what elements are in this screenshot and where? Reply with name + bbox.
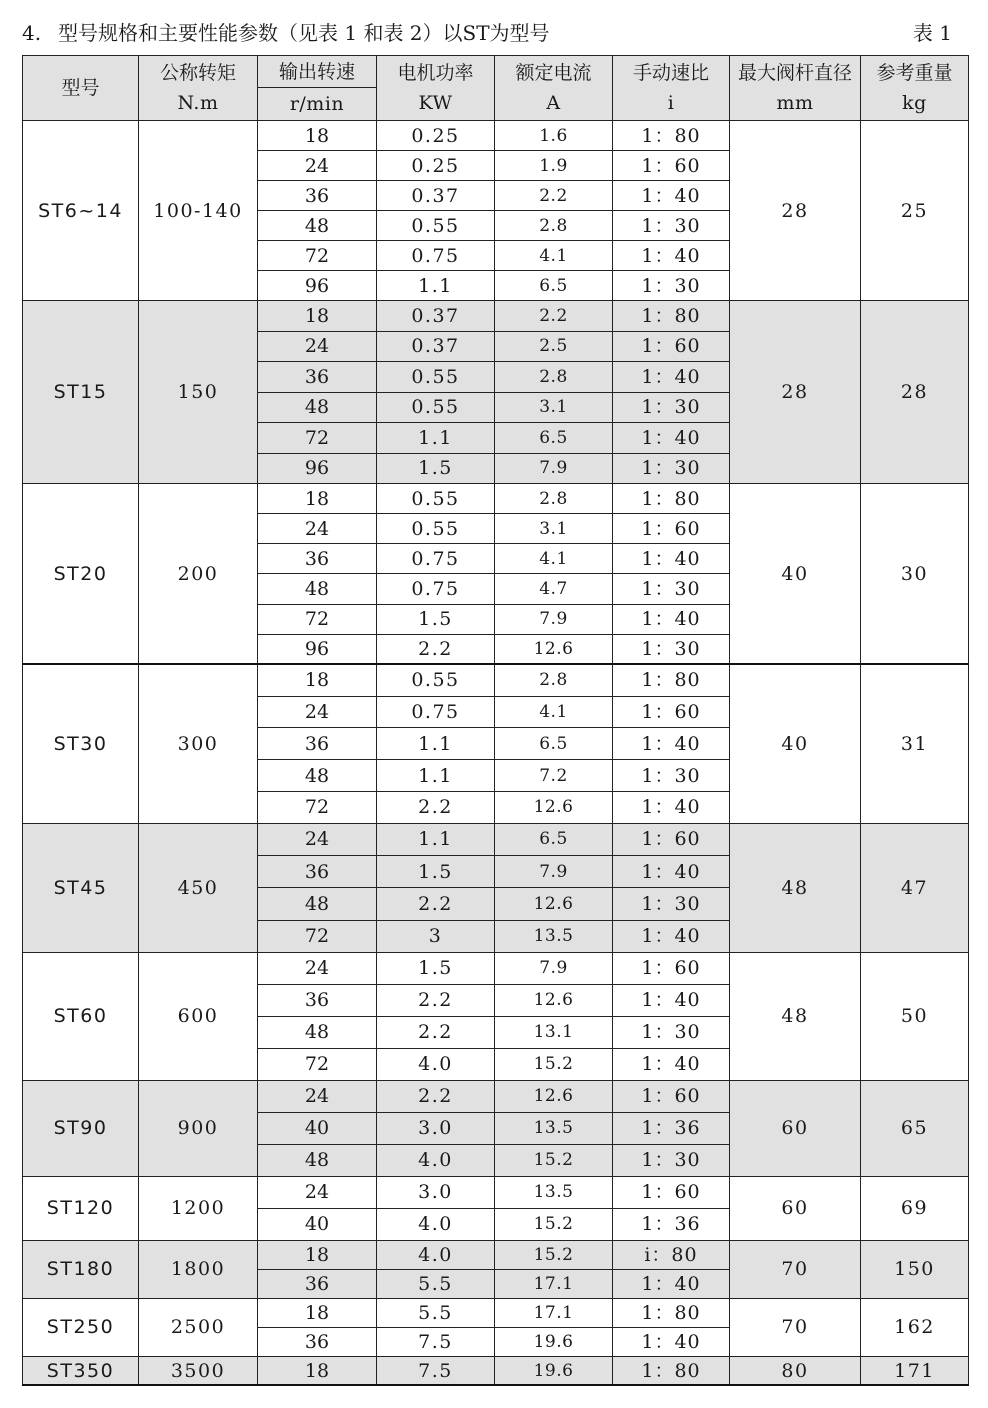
speed-cell: 18 <box>258 1356 377 1385</box>
column-header-label: 输出转速 <box>278 60 355 83</box>
weight-cell: 150 <box>861 1240 969 1298</box>
column-header-label: 额定电流 <box>515 62 592 84</box>
stem-diameter-cell: 60 <box>730 1080 861 1176</box>
ratio-cell: 1：40 <box>613 1269 730 1298</box>
current-cell: 2.2 <box>495 301 613 332</box>
stem-diameter-cell: 70 <box>730 1298 861 1356</box>
table-row <box>23 121 969 151</box>
speed-cell: 72 <box>258 920 377 952</box>
speed-cell: 40 <box>258 1112 377 1144</box>
ratio-cell: 1：30 <box>613 211 730 241</box>
ratio-cell: 1：60 <box>613 696 730 728</box>
speed-cell: 24 <box>258 952 377 984</box>
current-cell: 4.1 <box>495 241 613 271</box>
power-cell: 0.37 <box>377 181 495 211</box>
current-cell: 2.2 <box>495 181 613 211</box>
ratio-cell: 1：40 <box>613 362 730 393</box>
column-header-unit: KW <box>418 92 453 114</box>
current-cell: 7.9 <box>495 856 613 888</box>
power-cell: 1.1 <box>377 423 495 454</box>
ratio-cell: 1：80 <box>613 1298 730 1327</box>
power-cell: 1.1 <box>377 271 495 301</box>
stem-diameter-cell: 28 <box>730 301 861 484</box>
table-row <box>23 1240 969 1269</box>
ratio-cell: 1：30 <box>613 888 730 920</box>
speed-cell: 72 <box>258 423 377 454</box>
speed-cell: 48 <box>258 392 377 423</box>
column-header-weight <box>861 56 969 121</box>
column-header-unit: N.m <box>177 92 219 114</box>
power-cell: 0.25 <box>377 151 495 181</box>
current-cell: 13.5 <box>495 920 613 952</box>
stem-diameter-cell: 28 <box>730 121 861 301</box>
column-header-torque <box>139 56 258 121</box>
current-cell: 4.1 <box>495 696 613 728</box>
column-header-unit: kg <box>902 92 927 114</box>
torque-cell: 450 <box>139 823 258 952</box>
table-row <box>23 664 969 696</box>
current-cell: 13.5 <box>495 1112 613 1144</box>
speed-cell: 96 <box>258 453 377 484</box>
power-cell: 0.55 <box>377 664 495 696</box>
speed-cell: 48 <box>258 1016 377 1048</box>
model-cell: ST30 <box>23 664 139 823</box>
current-cell: 7.2 <box>495 760 613 792</box>
speed-cell: 48 <box>258 211 377 241</box>
current-cell: 17.1 <box>495 1298 613 1327</box>
power-cell: 1.5 <box>377 604 495 634</box>
ratio-cell: 1：36 <box>613 1208 730 1240</box>
ratio-cell: 1：40 <box>613 604 730 634</box>
model-cell: ST15 <box>23 301 139 484</box>
table-header <box>23 56 969 121</box>
speed-cell: 36 <box>258 856 377 888</box>
stem-diameter-cell: 48 <box>730 952 861 1080</box>
weight-cell: 162 <box>861 1298 969 1356</box>
torque-cell: 100-140 <box>139 121 258 301</box>
table-row <box>23 484 969 514</box>
power-cell: 1.1 <box>377 728 495 760</box>
column-header-label: 公称转矩 <box>159 62 236 84</box>
model-cell: ST45 <box>23 823 139 952</box>
ratio-cell: 1：80 <box>613 121 730 151</box>
current-cell: 12.6 <box>495 634 613 664</box>
ratio-cell: 1：40 <box>613 423 730 454</box>
table-row <box>23 1356 969 1385</box>
power-cell: 3 <box>377 920 495 952</box>
ratio-cell: 1：60 <box>613 952 730 984</box>
torque-cell: 150 <box>139 301 258 484</box>
model-cell: ST6~14 <box>23 121 139 301</box>
speed-cell: 72 <box>258 604 377 634</box>
speed-cell: 48 <box>258 760 377 792</box>
speed-cell: 36 <box>258 984 377 1016</box>
power-cell: 4.0 <box>377 1240 495 1269</box>
current-cell: 2.5 <box>495 331 613 362</box>
speed-cell: 24 <box>258 331 377 362</box>
speed-cell: 18 <box>258 1298 377 1327</box>
speed-cell: 40 <box>258 1208 377 1240</box>
power-cell: 0.55 <box>377 211 495 241</box>
ratio-cell: 1：60 <box>613 1080 730 1112</box>
current-cell: 12.6 <box>495 792 613 824</box>
speed-cell: 36 <box>258 728 377 760</box>
ratio-cell: 1：60 <box>613 514 730 544</box>
ratio-cell: 1：30 <box>613 1144 730 1176</box>
power-cell: 2.2 <box>377 634 495 664</box>
model-cell: ST180 <box>23 1240 139 1298</box>
table-row <box>23 1080 969 1112</box>
speed-cell: 72 <box>258 241 377 271</box>
table-row <box>23 823 969 855</box>
model-cell: ST60 <box>23 952 139 1080</box>
torque-cell: 900 <box>139 1080 258 1176</box>
ratio-cell: 1：80 <box>613 484 730 514</box>
ratio-cell: 1：36 <box>613 1112 730 1144</box>
current-cell: 4.7 <box>495 574 613 604</box>
weight-cell: 47 <box>861 823 969 952</box>
current-cell: 3.1 <box>495 392 613 423</box>
current-cell: 12.6 <box>495 888 613 920</box>
power-cell: 0.37 <box>377 301 495 332</box>
power-cell: 1.1 <box>377 760 495 792</box>
section-heading <box>22 19 968 47</box>
ratio-cell: 1：40 <box>613 920 730 952</box>
ratio-cell: 1：40 <box>613 984 730 1016</box>
model-cell: ST350 <box>23 1356 139 1385</box>
column-header-unit: i <box>667 92 675 114</box>
column-header-label: 电机功率 <box>397 62 474 84</box>
current-cell: 4.1 <box>495 544 613 574</box>
stem-diameter-cell: 40 <box>730 664 861 823</box>
column-header-unit: r/min <box>289 93 345 115</box>
ratio-cell: 1：30 <box>613 453 730 484</box>
column-header-power <box>377 56 495 121</box>
power-cell: 0.25 <box>377 121 495 151</box>
ratio-cell: 1：30 <box>613 760 730 792</box>
weight-cell: 50 <box>861 952 969 1080</box>
torque-cell: 3500 <box>139 1356 258 1385</box>
column-header-label: 最大阀杆直径 <box>737 62 852 84</box>
ratio-cell: 1：80 <box>613 664 730 696</box>
current-cell: 13.5 <box>495 1176 613 1208</box>
power-cell: 4.0 <box>377 1144 495 1176</box>
ratio-cell: 1：80 <box>613 301 730 332</box>
stem-diameter-cell: 48 <box>730 823 861 952</box>
speed-cell: 24 <box>258 514 377 544</box>
current-cell: 2.8 <box>495 362 613 393</box>
torque-cell: 200 <box>139 484 258 665</box>
power-cell: 0.55 <box>377 392 495 423</box>
speed-cell: 18 <box>258 484 377 514</box>
power-cell: 3.0 <box>377 1176 495 1208</box>
power-cell: 1.5 <box>377 856 495 888</box>
current-cell: 3.1 <box>495 514 613 544</box>
speed-cell: 48 <box>258 574 377 604</box>
speed-cell: 36 <box>258 544 377 574</box>
ratio-cell: 1：40 <box>613 181 730 211</box>
current-cell: 12.6 <box>495 1080 613 1112</box>
power-cell: 0.75 <box>377 574 495 604</box>
column-header-unit: mm <box>776 92 814 114</box>
section-number: 4. <box>22 21 42 45</box>
power-cell: 0.55 <box>377 362 495 393</box>
stem-diameter-cell: 40 <box>730 484 861 665</box>
power-cell: 1.5 <box>377 952 495 984</box>
ratio-cell: 1：30 <box>613 634 730 664</box>
speed-cell: 18 <box>258 664 377 696</box>
speed-cell: 24 <box>258 1080 377 1112</box>
current-cell: 6.5 <box>495 271 613 301</box>
ratio-cell: 1：60 <box>613 151 730 181</box>
torque-cell: 1200 <box>139 1176 258 1240</box>
weight-cell: 171 <box>861 1356 969 1385</box>
current-cell: 1.9 <box>495 151 613 181</box>
speed-cell: 24 <box>258 696 377 728</box>
power-cell: 2.2 <box>377 984 495 1016</box>
weight-cell: 30 <box>861 484 969 665</box>
power-cell: 0.55 <box>377 484 495 514</box>
speed-cell: 18 <box>258 1240 377 1269</box>
column-header-stem-diameter <box>730 56 861 121</box>
table-row <box>23 1298 969 1327</box>
power-cell: 0.75 <box>377 696 495 728</box>
speed-cell: 36 <box>258 1327 377 1356</box>
current-cell: 7.9 <box>495 453 613 484</box>
ratio-cell: 1：40 <box>613 792 730 824</box>
column-header-speed-unit <box>258 88 377 121</box>
current-cell: 2.8 <box>495 211 613 241</box>
ratio-cell: 1：40 <box>613 1048 730 1080</box>
speed-cell: 18 <box>258 301 377 332</box>
current-cell: 12.6 <box>495 984 613 1016</box>
power-cell: 3.0 <box>377 1112 495 1144</box>
speed-cell: 48 <box>258 1144 377 1176</box>
current-cell: 15.2 <box>495 1144 613 1176</box>
column-header-current <box>495 56 613 121</box>
speed-cell: 96 <box>258 634 377 664</box>
weight-cell: 31 <box>861 664 969 823</box>
torque-cell: 1800 <box>139 1240 258 1298</box>
table-label: 表 1 <box>912 21 952 45</box>
power-cell: 4.0 <box>377 1208 495 1240</box>
ratio-cell: 1：40 <box>613 544 730 574</box>
torque-cell: 600 <box>139 952 258 1080</box>
current-cell: 6.5 <box>495 728 613 760</box>
header-row <box>23 56 969 88</box>
power-cell: 0.75 <box>377 544 495 574</box>
weight-cell: 28 <box>861 301 969 484</box>
power-cell: 7.5 <box>377 1327 495 1356</box>
model-cell: ST250 <box>23 1298 139 1356</box>
ratio-cell: 1：30 <box>613 271 730 301</box>
ratio-cell: 1：80 <box>613 1356 730 1385</box>
current-cell: 17.1 <box>495 1269 613 1298</box>
power-cell: 0.55 <box>377 514 495 544</box>
column-header-label: 手动速比 <box>632 62 709 84</box>
ratio-cell: i：80 <box>613 1240 730 1269</box>
spec-table <box>22 55 969 1386</box>
speed-cell: 36 <box>258 362 377 393</box>
speed-cell: 18 <box>258 121 377 151</box>
table-body <box>23 121 969 1386</box>
weight-cell: 65 <box>861 1080 969 1176</box>
power-cell: 7.5 <box>377 1356 495 1385</box>
ratio-cell: 1：30 <box>613 392 730 423</box>
power-cell: 0.37 <box>377 331 495 362</box>
column-header-speed <box>258 56 377 88</box>
ratio-cell: 1：60 <box>613 823 730 855</box>
model-cell: ST120 <box>23 1176 139 1240</box>
power-cell: 1.5 <box>377 453 495 484</box>
model-cell: ST90 <box>23 1080 139 1176</box>
speed-cell: 48 <box>258 888 377 920</box>
ratio-cell: 1：30 <box>613 1016 730 1048</box>
speed-cell: 24 <box>258 151 377 181</box>
power-cell: 0.75 <box>377 241 495 271</box>
current-cell: 6.5 <box>495 823 613 855</box>
current-cell: 15.2 <box>495 1240 613 1269</box>
current-cell: 15.2 <box>495 1048 613 1080</box>
stem-diameter-cell: 80 <box>730 1356 861 1385</box>
speed-cell: 24 <box>258 823 377 855</box>
power-cell: 5.5 <box>377 1298 495 1327</box>
torque-cell: 2500 <box>139 1298 258 1356</box>
power-cell: 2.2 <box>377 792 495 824</box>
column-header-unit: A <box>546 92 561 114</box>
ratio-cell: 1：60 <box>613 1176 730 1208</box>
table-row <box>23 952 969 984</box>
current-cell: 15.2 <box>495 1208 613 1240</box>
speed-cell: 72 <box>258 792 377 824</box>
current-cell: 6.5 <box>495 423 613 454</box>
current-cell: 1.6 <box>495 121 613 151</box>
speed-cell: 72 <box>258 1048 377 1080</box>
power-cell: 2.2 <box>377 1016 495 1048</box>
current-cell: 7.9 <box>495 604 613 634</box>
stem-diameter-cell: 70 <box>730 1240 861 1298</box>
ratio-cell: 1：40 <box>613 241 730 271</box>
model-cell: ST20 <box>23 484 139 665</box>
power-cell: 2.2 <box>377 1080 495 1112</box>
speed-cell: 36 <box>258 1269 377 1298</box>
current-cell: 2.8 <box>495 484 613 514</box>
current-cell: 19.6 <box>495 1327 613 1356</box>
ratio-cell: 1：40 <box>613 728 730 760</box>
speed-cell: 36 <box>258 181 377 211</box>
power-cell: 2.2 <box>377 888 495 920</box>
speed-cell: 24 <box>258 1176 377 1208</box>
power-cell: 1.1 <box>377 823 495 855</box>
column-header-ratio <box>613 56 730 121</box>
column-header-model <box>23 56 139 121</box>
current-cell: 7.9 <box>495 952 613 984</box>
ratio-cell: 1：30 <box>613 574 730 604</box>
power-cell: 5.5 <box>377 1269 495 1298</box>
weight-cell: 69 <box>861 1176 969 1240</box>
ratio-cell: 1：40 <box>613 1327 730 1356</box>
speed-cell: 96 <box>258 271 377 301</box>
column-header-label: 参考重量 <box>876 62 953 84</box>
section-title: 型号规格和主要性能参数（见表 1 和表 2）以ST为型号 <box>58 21 550 45</box>
ratio-cell: 1：60 <box>613 331 730 362</box>
column-header-label: 型号 <box>61 77 100 99</box>
current-cell: 13.1 <box>495 1016 613 1048</box>
current-cell: 19.6 <box>495 1356 613 1385</box>
table-row <box>23 301 969 332</box>
current-cell: 2.8 <box>495 664 613 696</box>
weight-cell: 25 <box>861 121 969 301</box>
power-cell: 4.0 <box>377 1048 495 1080</box>
ratio-cell: 1：40 <box>613 856 730 888</box>
table-row <box>23 1176 969 1208</box>
torque-cell: 300 <box>139 664 258 823</box>
stem-diameter-cell: 60 <box>730 1176 861 1240</box>
